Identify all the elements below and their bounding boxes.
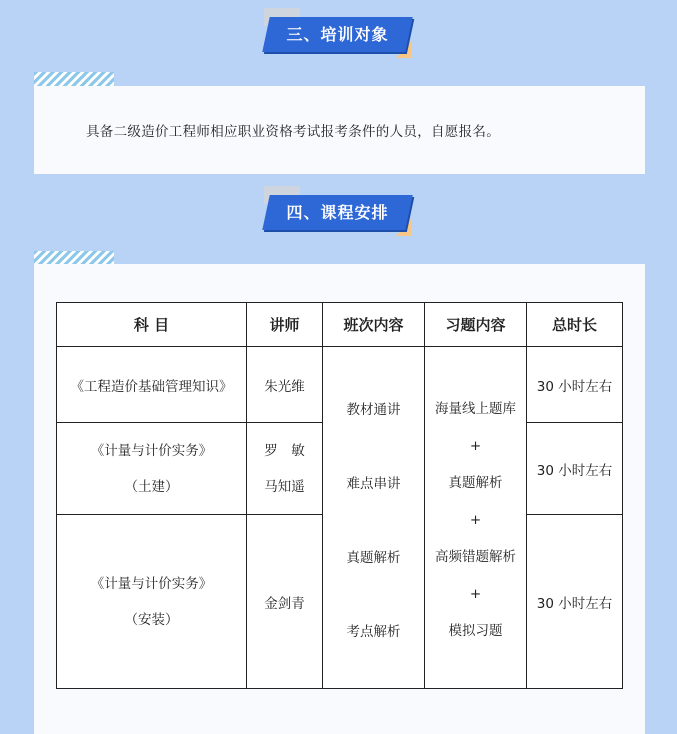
section-title: 三、培训对象 (286, 25, 389, 44)
header-teacher: 讲师 (247, 303, 323, 347)
teacher-name: 马知遥 (264, 478, 305, 495)
class-content-item: 教材通讲 (346, 401, 401, 418)
subject-cell (57, 515, 247, 689)
class-content-item: 真题解析 (346, 549, 401, 566)
duration-cell: 30 小时左右 (527, 347, 623, 423)
header-exercise-content: 习题内容 (425, 303, 527, 347)
subject-name: 《计量与计价实务》 (90, 442, 213, 459)
exercise-item: 模拟习题 (448, 623, 503, 639)
class-content-item: 考点解析 (346, 623, 401, 640)
table-row (57, 347, 623, 423)
section-banner-target-audience (264, 8, 414, 58)
subject-name: 《计量与计价实务》 (90, 575, 213, 592)
exercise-item: 真题解析 (448, 475, 503, 491)
duration-cell: 30 小时左右 (527, 515, 623, 689)
teacher-cell (247, 423, 323, 515)
class-content-cell (323, 347, 425, 689)
exercise-content-cell (425, 347, 527, 689)
subject-cell (57, 423, 247, 515)
teacher-name: 罗 敏 (264, 442, 305, 459)
table-header-row (57, 303, 623, 347)
exercise-item: 高频错题解析 (435, 549, 516, 565)
header-duration: 总时长 (527, 303, 623, 347)
exercise-item: 海量线上题库 (435, 401, 516, 417)
plus-sign: + (469, 586, 482, 602)
course-schedule-table (56, 302, 623, 689)
section-banner-course-schedule (264, 186, 414, 236)
subject-note: （安装） (124, 611, 179, 628)
subject-cell (57, 347, 247, 423)
duration-cell: 30 小时左右 (527, 423, 623, 515)
subject-note: （土建） (124, 478, 179, 495)
section-title: 四、课程安排 (286, 203, 389, 222)
teacher-cell (247, 347, 323, 423)
header-subject: 科 目 (57, 303, 247, 347)
target-audience-text: 具备二级造价工程师相应职业资格考试报考条件的人员，自愿报名。 (86, 124, 500, 140)
teacher-name: 朱光维 (264, 378, 305, 395)
teacher-name: 金剑青 (264, 595, 305, 612)
plus-sign: + (469, 512, 482, 528)
subject-name: 《工程造价基础管理知识》 (70, 378, 233, 395)
class-content-item: 难点串讲 (346, 475, 401, 492)
header-class-content: 班次内容 (323, 303, 425, 347)
teacher-cell (247, 515, 323, 689)
plus-sign: + (469, 438, 482, 454)
